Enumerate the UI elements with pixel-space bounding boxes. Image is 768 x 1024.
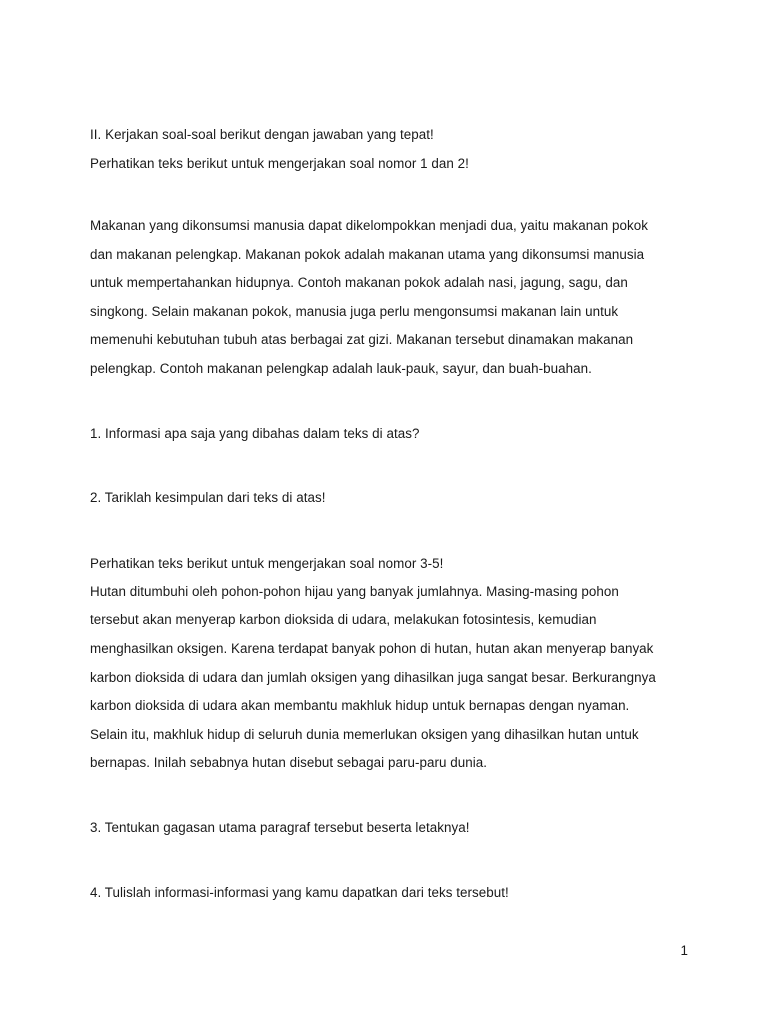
spacer: [90, 778, 680, 814]
paragraph-line: tersebut akan menyerap karbon dioksida di udara, melakukan fotosintesis, kemudian: [90, 612, 597, 628]
paragraph-line: Makanan yang dikonsumsi manusia dapat dikelompokkan menjadi dua, yaitu makanan pokok: [90, 218, 649, 233]
question-3: 3. Tentukan gagasan utama paragraf tersebut beserta letaknya!: [90, 819, 470, 835]
paragraph-line: menghasilkan oksigen. Karena terdapat banyak pohon di hutan, hutan akan menyerap banyak: [90, 640, 654, 656]
question-1: 1. Informasi apa saja yang dibahas dalam teks di atas?: [90, 425, 420, 441]
paragraph-line: memenuhi kebutuhan tubuh atas berbagai zat gizi. Makanan tersebut dinamakan makanan: [90, 332, 634, 348]
page-number: 1: [680, 943, 688, 958]
paragraph-line: singkong. Selain makanan pokok, manusia juga perlu mengonsumsi makanan lain untuk: [90, 303, 619, 319]
question-2: 2. Tariklah kesimpulan dari teks di atas!: [90, 490, 326, 506]
spacer: [90, 513, 680, 549]
paragraph-line: Hutan ditumbuhi oleh pohon-pohon hijau yang banyak jumlahnya. Masing-masing pohon: [90, 583, 619, 599]
instruction-1: Perhatikan teks berikut untuk mengerjakan soal nomor 1 dan 2!: [90, 156, 469, 171]
paragraph-2: [90, 578, 680, 778]
paragraph-line: Selain itu, makhluk hidup di seluruh dunia memerlukan oksigen yang dihasilkan hutan untuk: [90, 726, 639, 742]
paragraph-line: karbon dioksida di udara akan membantu makhluk hidup untuk bernapas dengan nyaman.: [90, 698, 630, 714]
paragraph-line: pelengkap. Contoh makanan pelengkap adalah lauk-pauk, sayur, dan buah-buahan.: [90, 360, 592, 376]
spacer: [90, 178, 680, 212]
spacer: [90, 448, 680, 484]
paragraph-line: bernapas. Inilah sebabnya hutan disebut sebagai paru-paru dunia.: [90, 755, 488, 771]
paragraph-line: untuk mempertahankan hidupnya. Contoh makanan pokok adalah nasi, jagung, sagu, dan: [90, 275, 628, 291]
paragraph-1: [90, 212, 680, 384]
section-title: II. Kerjakan soal-soal berikut dengan jawaban yang tepat!: [90, 127, 434, 142]
instruction-2: Perhatikan teks berikut untuk mengerjakan soal nomor 3-5!: [90, 555, 444, 571]
document-body: [90, 120, 680, 907]
paragraph-line: karbon dioksida di udara dan jumlah oksigen yang dihasilkan juga sangat besar. Berkurangnya: [90, 669, 656, 685]
paragraph-line: dan makanan pelengkap. Makanan pokok adalah makanan utama yang dikonsumsi manusia: [90, 246, 645, 262]
question-4: 4. Tulislah informasi-informasi yang kamu dapatkan dari teks tersebut!: [90, 884, 509, 900]
spacer: [90, 384, 680, 420]
spacer: [90, 843, 680, 879]
